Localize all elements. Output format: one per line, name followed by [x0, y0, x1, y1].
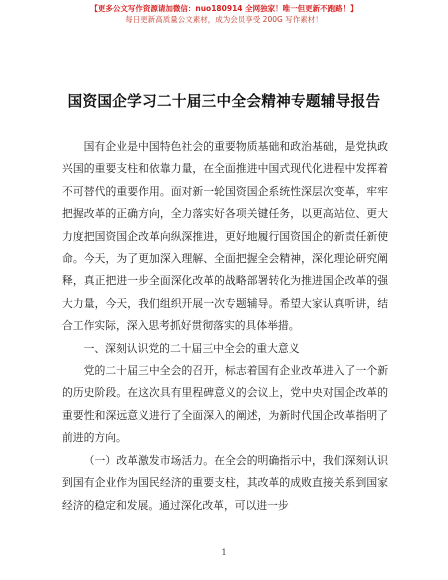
subsection-1-paragraph: （一）改革激发市场活力。在全会的明确指示中，我们深刻认识到国有企业作为国民经济的重要支柱，其改革的成败直接关系到国家经济的稳定和发展。通过深化改革，可以进一步 — [62, 453, 388, 512]
promo-banner — [0, 3, 448, 25]
document-title: 国资国企学习二十届三中全会精神专题辅导报告 — [67, 93, 381, 110]
page-number: 1 — [221, 548, 227, 557]
document-body — [62, 136, 388, 517]
promo-banner-line1: 【更多公文写作资源请加微信：nuo180914 全网独家！唯一但更新不跑路！】 — [90, 4, 358, 13]
intro-paragraph: 国有企业是中国特色社会的重要物质基础和政治基础，是党执政兴国的重要支柱和依靠力量，在全面推进中国式现代化进程中发挥着不可替代的重要作用。面对新一轮国资国企系统性深层次变革，牢牢把握改革的正确方向，全力落实好各项关键任务，以更高站位、更大力度把国资国企改革向纵深推进，更好地履行国资国企的新责任新使命。今天，为了更加深入理解、全面把握全会精神，深化理论研究阐释，真正把进一步全面深化改革的战略部署转化为推进国企改革的强大力量，今天，我们组织开展一次专题辅导。希望大家认真听讲，结合工作实际，深入思考抓好贯彻落实的具体举措。 — [62, 140, 388, 333]
promo-banner-line2: 每日更新高质量公文素材，成为会员享受 200G 写作素材！ — [125, 15, 323, 24]
section-heading-1: 一、深刻认识党的二十届三中全会的重大意义 — [83, 341, 300, 355]
section-1-paragraph: 党的二十届三中全会的召开，标志着国有企业改革进入了一个新的历史阶段。在这次具有里程碑意义的会议上，党中央对国企改革的重要性和深远意义进行了全面深入的阐述，为新时代国企改革指明了前进的方向。 — [62, 364, 388, 445]
